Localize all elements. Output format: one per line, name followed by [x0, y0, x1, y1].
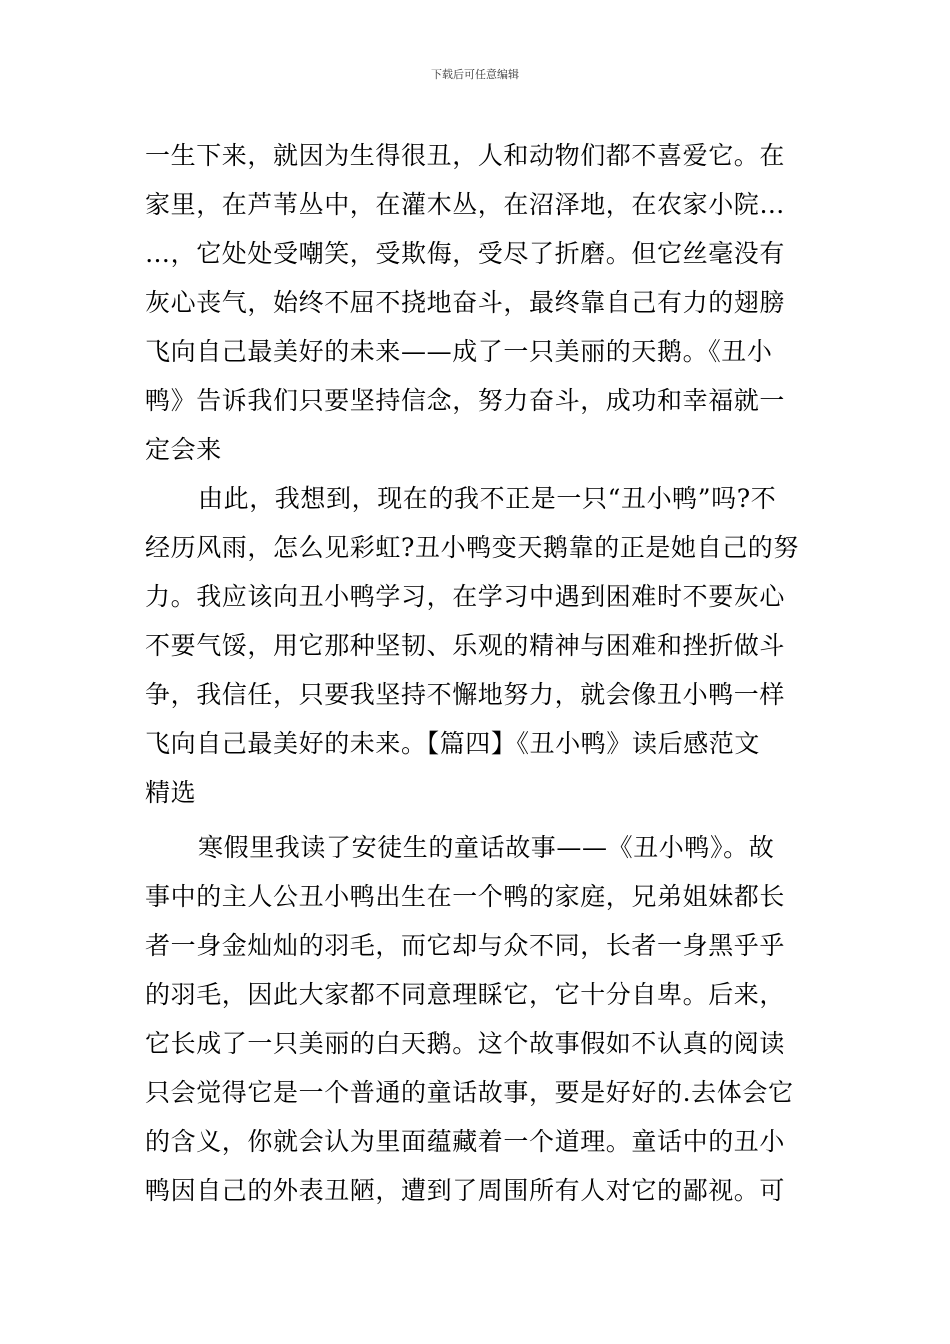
text-line: 不要气馁，用它那种坚韧、乐观的精神与困难和挫折做斗	[145, 631, 786, 660]
text-line: 精选	[145, 778, 197, 807]
text-line: 只会觉得它是一个普通的童话故事，要是好好的.去体会它	[145, 1078, 794, 1107]
text-line: 者一身金灿灿的羽毛，而它却与众不同，长者一身黑乎乎	[145, 931, 786, 960]
text-line: 寒假里我读了安徒生的童话故事——《丑小鸭》。故	[198, 833, 775, 862]
text-line: 灰心丧气，始终不屈不挠地奋斗，最终靠自己有力的翅膀	[145, 288, 786, 317]
text-line: 的含义，你就会认为里面蕴藏着一个道理。童话中的丑小	[145, 1127, 786, 1156]
text-line: 争，我信任，只要我坚持不懈地努力，就会像丑小鸭一样	[145, 680, 786, 709]
text-line: 力。我应该向丑小鸭学习，在学习中遇到困难时不要灰心	[145, 582, 786, 611]
text-line: 经历风雨，怎么见彩虹?丑小鸭变天鹅靠的正是她自己的努	[145, 533, 800, 562]
text-line: 它长成了一只美丽的白天鹅。这个故事假如不认真的阅读	[145, 1029, 786, 1058]
text-line: 由此，我想到，现在的我不正是一只“丑小鸭”吗?不	[198, 484, 777, 513]
text-line: 鸭因自己的外表丑陋，遭到了周围所有人对它的鄙视。可	[145, 1176, 786, 1205]
text-line: 事中的主人公丑小鸭出生在一个鸭的家庭，兄弟姐妹都长	[145, 882, 786, 911]
text-line: 一生下来，就因为生得很丑，人和动物们都不喜爱它。在	[145, 141, 786, 170]
text-line: 鸭》告诉我们只要坚持信念，努力奋斗，成功和幸福就一	[145, 386, 786, 415]
page-header: 下载后可任意编辑	[431, 68, 519, 81]
text-line: 飞向自己最美好的未来——成了一只美丽的天鹅。《丑小	[145, 337, 773, 366]
text-line: 家里，在芦苇丛中，在灌木丛，在沼泽地，在农家小院…	[145, 190, 786, 219]
text-line: …，它处处受嘲笑，受欺侮，受尽了折磨。但它丝毫没有	[145, 239, 786, 268]
text-line: 定会来	[145, 435, 222, 464]
text-line: 的羽毛，因此大家都不同意理睬它，它十分自卑。后来，	[145, 980, 786, 1009]
text-line: 飞向自己最美好的未来。【篇四】《丑小鸭》读后感范文	[145, 729, 761, 758]
